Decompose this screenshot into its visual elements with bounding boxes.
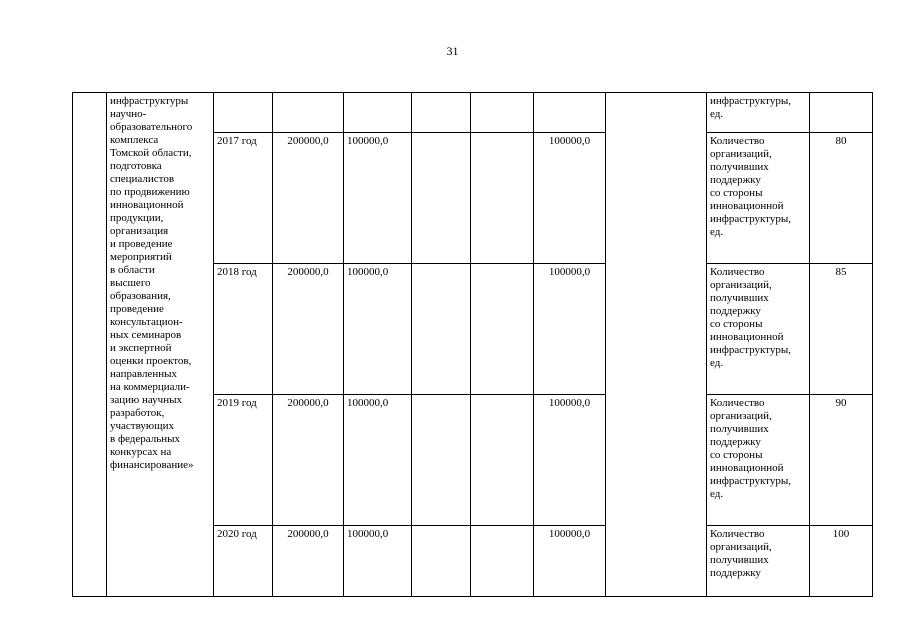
regional-cell [412,395,471,526]
indicator-value-cell: 85 [810,264,873,395]
other-cell: 100000,0 [534,395,606,526]
task-description-cell: инфраструктуры научно- образовательного комплекса Томской области, подготовка специалистов по продвижению инновационной продукции, организация и проведение мероприятий в области высшего образования, проведение консультацион- ных семинаров и экспертной оценки проектов, направленных на коммерциали- зацию научных разработок, участвующих в федеральных конкурсах на финансирование» [107,93,214,597]
other-cell: 100000,0 [534,526,606,597]
year-cell: 2017 год [214,133,273,264]
federal-cell: 100000,0 [344,133,412,264]
empty-cell [534,93,606,133]
federal-cell: 100000,0 [344,395,412,526]
year-cell: 2019 год [214,395,273,526]
page-number: 31 [446,44,459,58]
local-cell [471,133,534,264]
indicator-name-cell: Количество организаций, получивших поддержку со стороны инновационной инфраструктуры, ед. [707,133,810,264]
federal-cell: 100000,0 [344,264,412,395]
year-cell: 2020 год [214,526,273,597]
empty-cell [344,93,412,133]
total-cell: 200000,0 [273,264,344,395]
program-table [72,92,873,597]
regional-cell [412,526,471,597]
indicator-value-cell [810,93,873,133]
indicator-name-cell: Количество организаций, получивших поддержку со стороны инновационной инфраструктуры, ед. [707,264,810,395]
empty-cell [412,93,471,133]
regional-cell [412,264,471,395]
local-cell [471,395,534,526]
empty-cell [273,93,344,133]
indicator-value-cell: 80 [810,133,873,264]
local-cell [471,264,534,395]
other-cell: 100000,0 [534,264,606,395]
indicator-name-cell: Количество организаций, получивших поддержку [707,526,810,597]
regional-cell [412,133,471,264]
indicator-name-cell: инфраструктуры, ед. [707,93,810,133]
empty-cell [471,93,534,133]
other-cell: 100000,0 [534,133,606,264]
empty-cell [214,93,273,133]
table-row-top [73,93,873,133]
year-cell: 2018 год [214,264,273,395]
total-cell: 200000,0 [273,133,344,264]
total-cell: 200000,0 [273,395,344,526]
executor-cell [606,93,707,597]
local-cell [471,526,534,597]
indicator-name-cell: Количество организаций, получивших поддержку со стороны инновационной инфраструктуры, ед. [707,395,810,526]
indicator-value-cell: 90 [810,395,873,526]
indicator-value-cell: 100 [810,526,873,597]
federal-cell: 100000,0 [344,526,412,597]
total-cell: 200000,0 [273,526,344,597]
row-number-cell [73,93,107,597]
